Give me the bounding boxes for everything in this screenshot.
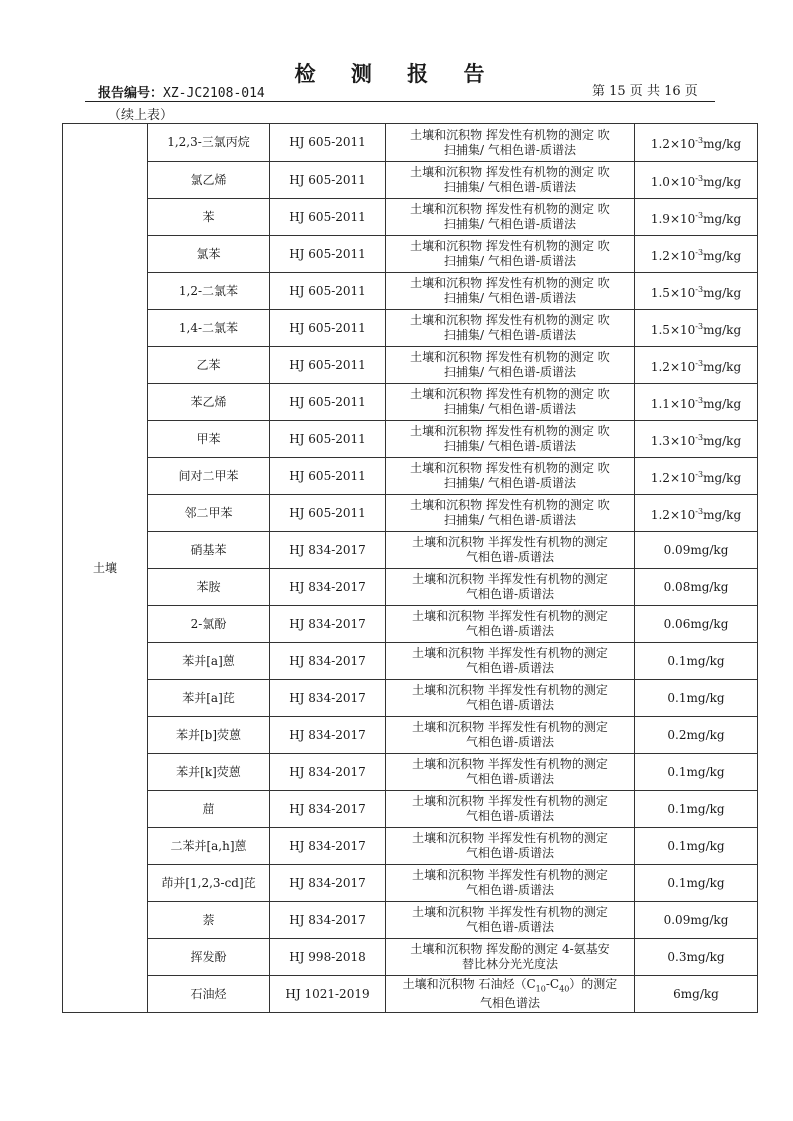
method-line-1: 土壤和沉积物 半挥发性有机物的测定 bbox=[412, 572, 608, 586]
standard-cell: HJ 605-2011 bbox=[270, 310, 386, 347]
method-cell bbox=[386, 643, 635, 680]
standard-cell: HJ 605-2011 bbox=[270, 124, 386, 162]
limit-unit: mg/kg bbox=[703, 285, 742, 300]
detection-limit-cell bbox=[635, 902, 758, 939]
method-line-1: 土壤和沉积物 挥发性有机物的测定 吹 bbox=[410, 461, 610, 475]
limit-unit: mg/kg bbox=[703, 322, 742, 337]
report-number-label: 报告编号： bbox=[98, 86, 164, 101]
results-table bbox=[62, 123, 758, 1013]
method-line-2: 气相色谱-质谱法 bbox=[465, 846, 555, 860]
standard-cell: HJ 834-2017 bbox=[270, 865, 386, 902]
table-row bbox=[63, 569, 758, 606]
limit-value: 0.1mg/kg bbox=[667, 653, 725, 668]
method-line-2: 扫捕集/ 气相色谱-质谱法 bbox=[444, 180, 576, 194]
method-line-2: 气相色谱-质谱法 bbox=[465, 587, 555, 601]
standard-cell: HJ 834-2017 bbox=[270, 680, 386, 717]
report-number bbox=[98, 82, 265, 101]
standard-cell: HJ 605-2011 bbox=[270, 273, 386, 310]
limit-exponent: -3 bbox=[695, 432, 704, 442]
method-line-2: 气相色谱-质谱法 bbox=[465, 883, 555, 897]
method-line-1: 土壤和沉积物 半挥发性有机物的测定 bbox=[412, 905, 608, 919]
detection-limit-cell bbox=[635, 939, 758, 976]
limit-exponent: -3 bbox=[695, 136, 704, 145]
limit-value: 1.5×10 bbox=[650, 285, 696, 300]
detection-limit-cell bbox=[635, 680, 758, 717]
detection-limit-cell bbox=[635, 865, 758, 902]
method-cell bbox=[386, 791, 635, 828]
method-line-1: 土壤和沉积物 半挥发性有机物的测定 bbox=[412, 868, 608, 882]
limit-value: 1.1×10 bbox=[650, 396, 696, 411]
method-cell bbox=[386, 199, 635, 236]
standard-cell: HJ 834-2017 bbox=[270, 717, 386, 754]
table-row bbox=[63, 902, 758, 939]
table-row bbox=[63, 939, 758, 976]
table-row bbox=[63, 976, 758, 1013]
detection-limit-cell bbox=[635, 236, 758, 273]
standard-cell: HJ 605-2011 bbox=[270, 199, 386, 236]
limit-value: 1.3×10 bbox=[650, 433, 696, 448]
analyte-cell: 1,2,3-三氯丙烷 bbox=[148, 124, 270, 162]
limit-value: 0.2mg/kg bbox=[667, 727, 725, 742]
analyte-cell: 氯乙烯 bbox=[148, 162, 270, 199]
limit-exponent: -3 bbox=[695, 247, 704, 257]
table-row bbox=[63, 347, 758, 384]
method-subscript: 40 bbox=[559, 984, 570, 994]
standard-cell: HJ 605-2011 bbox=[270, 384, 386, 421]
limit-value: 0.09mg/kg bbox=[663, 542, 729, 557]
method-line-1: 土壤和沉积物 挥发性有机物的测定 吹 bbox=[410, 350, 610, 364]
analyte-cell: 间对二甲苯 bbox=[148, 458, 270, 495]
table-row bbox=[63, 865, 758, 902]
method-line-1: 土壤和沉积物 半挥发性有机物的测定 bbox=[412, 720, 608, 734]
standard-cell: HJ 834-2017 bbox=[270, 569, 386, 606]
method-line-1: 土壤和沉积物 挥发性有机物的测定 吹 bbox=[410, 313, 610, 327]
detection-limit-cell bbox=[635, 421, 758, 458]
standard-cell: HJ 834-2017 bbox=[270, 902, 386, 939]
standard-cell: HJ 834-2017 bbox=[270, 791, 386, 828]
method-line-1: 土壤和沉积物 半挥发性有机物的测定 bbox=[412, 646, 608, 660]
limit-value: 1.9×10 bbox=[650, 211, 696, 226]
method-text: ）的测定 bbox=[569, 976, 618, 991]
method-line-2: 气相色谱-质谱法 bbox=[465, 735, 555, 749]
method-cell bbox=[386, 458, 635, 495]
limit-unit: mg/kg bbox=[703, 211, 742, 226]
limit-unit: mg/kg bbox=[703, 470, 742, 485]
standard-cell: HJ 1021-2019 bbox=[270, 976, 386, 1013]
method-line-2: 扫捕集/ 气相色谱-质谱法 bbox=[444, 142, 576, 157]
table-row bbox=[63, 791, 758, 828]
table-row bbox=[63, 643, 758, 680]
detection-limit-cell bbox=[635, 162, 758, 199]
method-cell bbox=[386, 606, 635, 643]
analyte-cell: 2-氯酚 bbox=[148, 606, 270, 643]
method-line-2: 扫捕集/ 气相色谱-质谱法 bbox=[444, 217, 576, 231]
page-info: 第 15 页 共 16 页 bbox=[592, 84, 698, 99]
report-title: 检 测 报 告 bbox=[294, 61, 499, 86]
method-line-1: 土壤和沉积物 挥发性有机物的测定 吹 bbox=[410, 424, 610, 438]
detection-limit-cell bbox=[635, 569, 758, 606]
method-cell bbox=[386, 236, 635, 273]
table-row bbox=[63, 717, 758, 754]
method-line-2: 扫捕集/ 气相色谱-质谱法 bbox=[444, 328, 576, 342]
detection-limit-cell bbox=[635, 310, 758, 347]
report-number-value: XZ-JC2108-014 bbox=[163, 86, 265, 101]
table-row bbox=[63, 680, 758, 717]
continued-note: （续上表） bbox=[108, 108, 174, 123]
standard-cell: HJ 834-2017 bbox=[270, 828, 386, 865]
analyte-cell: 1,4-二氯苯 bbox=[148, 310, 270, 347]
table-row bbox=[63, 828, 758, 865]
detection-limit-cell bbox=[635, 606, 758, 643]
limit-unit: mg/kg bbox=[703, 396, 742, 411]
standard-cell: HJ 834-2017 bbox=[270, 643, 386, 680]
detection-limit-cell bbox=[635, 791, 758, 828]
limit-value: 0.1mg/kg bbox=[667, 875, 725, 890]
detection-limit-cell bbox=[635, 273, 758, 310]
analyte-cell: 萘 bbox=[148, 902, 270, 939]
table-row bbox=[63, 606, 758, 643]
detection-limit-cell bbox=[635, 199, 758, 236]
method-text: 土壤和沉积物 石油烃（C bbox=[402, 976, 536, 991]
analyte-cell: 苯胺 bbox=[148, 569, 270, 606]
limit-value: 0.1mg/kg bbox=[667, 838, 725, 853]
method-line-1: 土壤和沉积物 挥发酚的测定 4-氨基安 bbox=[410, 942, 610, 956]
method-cell bbox=[386, 754, 635, 791]
method-cell bbox=[386, 532, 635, 569]
limit-value: 1.2×10 bbox=[650, 507, 696, 522]
analyte-cell: 茚并[1,2,3-cd]芘 bbox=[148, 865, 270, 902]
limit-unit: mg/kg bbox=[703, 507, 742, 522]
method-line-1: 土壤和沉积物 半挥发性有机物的测定 bbox=[412, 609, 608, 623]
limit-value: 1.2×10 bbox=[650, 248, 696, 263]
detection-limit-cell bbox=[635, 754, 758, 791]
method-line-1: 土壤和沉积物 半挥发性有机物的测定 bbox=[412, 535, 608, 549]
detection-limit-cell bbox=[635, 347, 758, 384]
limit-value: 1.2×10 bbox=[650, 470, 696, 485]
table-row bbox=[63, 495, 758, 532]
method-cell bbox=[386, 717, 635, 754]
method-line-2: 气相色谱-质谱法 bbox=[465, 920, 555, 934]
method-cell bbox=[386, 976, 635, 1013]
method-cell bbox=[386, 124, 635, 162]
standard-cell: HJ 605-2011 bbox=[270, 495, 386, 532]
method-line-2: 气相色谱-质谱法 bbox=[465, 809, 555, 823]
method-subscript: 10 bbox=[535, 984, 546, 994]
detection-limit-cell bbox=[635, 495, 758, 532]
limit-value: 0.1mg/kg bbox=[667, 690, 725, 705]
limit-exponent: -3 bbox=[695, 284, 704, 294]
analyte-cell: 氯苯 bbox=[148, 236, 270, 273]
method-line-2: 扫捕集/ 气相色谱-质谱法 bbox=[444, 402, 576, 416]
limit-exponent: -3 bbox=[695, 506, 704, 516]
analyte-cell: 二苯并[a,h]蒽 bbox=[148, 828, 270, 865]
limit-value: 0.08mg/kg bbox=[663, 579, 729, 594]
method-line-2: 扫捕集/ 气相色谱-质谱法 bbox=[444, 291, 576, 305]
method-line-2: 扫捕集/ 气相色谱-质谱法 bbox=[444, 476, 576, 490]
standard-cell: HJ 605-2011 bbox=[270, 162, 386, 199]
limit-value: 1.2×10 bbox=[650, 359, 696, 374]
method-line-2: 扫捕集/ 气相色谱-质谱法 bbox=[444, 254, 576, 268]
standard-cell: HJ 605-2011 bbox=[270, 347, 386, 384]
method-line-1: 土壤和沉积物 半挥发性有机物的测定 bbox=[412, 794, 608, 808]
method-line-2: 气相色谱-质谱法 bbox=[465, 698, 555, 712]
limit-value: 0.3mg/kg bbox=[667, 949, 725, 964]
table-row bbox=[63, 199, 758, 236]
method-cell bbox=[386, 902, 635, 939]
limit-value: 1.0×10 bbox=[650, 174, 696, 189]
detection-limit-cell bbox=[635, 828, 758, 865]
method-line-1: 土壤和沉积物 挥发性有机物的测定 吹 bbox=[410, 202, 610, 216]
table-row bbox=[63, 273, 758, 310]
method-cell bbox=[386, 569, 635, 606]
detection-limit-cell bbox=[635, 458, 758, 495]
analyte-cell: 苯并[k]荧蒽 bbox=[148, 754, 270, 791]
detection-limit-cell bbox=[635, 532, 758, 569]
table-row bbox=[63, 421, 758, 458]
limit-value: 0.1mg/kg bbox=[667, 764, 725, 779]
method-line-1: 土壤和沉积物 挥发性有机物的测定 吹 bbox=[410, 239, 610, 253]
method-line-1: 土壤和沉积物 半挥发性有机物的测定 bbox=[412, 831, 608, 845]
analyte-cell: 乙苯 bbox=[148, 347, 270, 384]
analyte-cell: 苯并[a]芘 bbox=[148, 680, 270, 717]
method-cell bbox=[386, 680, 635, 717]
method-line-1: 土壤和沉积物 挥发性有机物的测定 吹 bbox=[410, 276, 610, 290]
limit-value: 1.5×10 bbox=[650, 322, 696, 337]
limit-unit: mg/kg bbox=[703, 359, 742, 374]
table-row bbox=[63, 310, 758, 347]
detection-limit-cell bbox=[635, 717, 758, 754]
limit-value: 0.1mg/kg bbox=[667, 801, 725, 816]
method-line-2: 替比林分光光度法 bbox=[461, 957, 558, 971]
method-line-1: 土壤和沉积物 挥发性有机物的测定 吹 bbox=[410, 387, 610, 401]
standard-cell: HJ 605-2011 bbox=[270, 458, 386, 495]
method-cell bbox=[386, 347, 635, 384]
detection-limit-cell bbox=[635, 643, 758, 680]
analyte-cell: 石油烃 bbox=[148, 976, 270, 1013]
analyte-cell: 苯乙烯 bbox=[148, 384, 270, 421]
table-row bbox=[63, 458, 758, 495]
method-cell bbox=[386, 828, 635, 865]
table-row bbox=[63, 384, 758, 421]
limit-exponent: -3 bbox=[695, 173, 704, 183]
analyte-cell: 甲苯 bbox=[148, 421, 270, 458]
method-line-1: 土壤和沉积物 半挥发性有机物的测定 bbox=[412, 757, 608, 771]
method-line-2: 气相色谱-质谱法 bbox=[465, 772, 555, 786]
header-rule bbox=[85, 101, 715, 102]
method-cell bbox=[386, 310, 635, 347]
table-row bbox=[63, 754, 758, 791]
analyte-cell: 1,2-二氯苯 bbox=[148, 273, 270, 310]
limit-unit: mg/kg bbox=[703, 174, 742, 189]
method-cell bbox=[386, 162, 635, 199]
limit-unit: mg/kg bbox=[703, 248, 742, 263]
method-line-2: 气相色谱-质谱法 bbox=[465, 550, 555, 564]
method-line-2: 气相色谱法 bbox=[479, 996, 540, 1011]
method-cell bbox=[386, 939, 635, 976]
standard-cell: HJ 834-2017 bbox=[270, 532, 386, 569]
method-text: -C bbox=[545, 976, 560, 991]
method-cell bbox=[386, 421, 635, 458]
detection-limit-cell bbox=[635, 384, 758, 421]
method-line-1: 土壤和沉积物 半挥发性有机物的测定 bbox=[412, 683, 608, 697]
method-cell bbox=[386, 495, 635, 532]
analyte-cell: 苯并[b]荧蒽 bbox=[148, 717, 270, 754]
analyte-cell: 硝基苯 bbox=[148, 532, 270, 569]
standard-cell: HJ 605-2011 bbox=[270, 236, 386, 273]
method-cell bbox=[386, 865, 635, 902]
analyte-cell: 挥发酚 bbox=[148, 939, 270, 976]
method-line-1: 土壤和沉积物 挥发性有机物的测定 吹 bbox=[410, 165, 610, 179]
limit-exponent: -3 bbox=[695, 469, 704, 479]
analyte-cell: 苯 bbox=[148, 199, 270, 236]
table-row bbox=[63, 532, 758, 569]
limit-exponent: -3 bbox=[695, 395, 704, 405]
limit-unit: mg/kg bbox=[703, 137, 742, 151]
detection-limit-cell bbox=[635, 124, 758, 162]
analyte-cell: 苯并[a]蒽 bbox=[148, 643, 270, 680]
method-line-2: 扫捕集/ 气相色谱-质谱法 bbox=[444, 365, 576, 379]
method-line-2: 气相色谱-质谱法 bbox=[465, 661, 555, 675]
table-row bbox=[63, 124, 758, 162]
standard-cell: HJ 834-2017 bbox=[270, 754, 386, 791]
method-cell bbox=[386, 273, 635, 310]
limit-exponent: -3 bbox=[695, 358, 704, 368]
method-line-1 bbox=[388, 977, 632, 996]
analyte-cell: 邻二甲苯 bbox=[148, 495, 270, 532]
limit-value: 0.09mg/kg bbox=[663, 912, 729, 927]
method-line-1: 土壤和沉积物 挥发性有机物的测定 吹 bbox=[410, 498, 610, 512]
limit-exponent: -3 bbox=[695, 321, 704, 331]
method-line-2: 气相色谱-质谱法 bbox=[465, 624, 555, 638]
matrix-cell: 土壤 bbox=[63, 124, 148, 1013]
limit-value: 0.06mg/kg bbox=[663, 616, 729, 631]
detection-limit-cell bbox=[635, 976, 758, 1013]
method-line-2: 扫捕集/ 气相色谱-质谱法 bbox=[444, 439, 576, 453]
table-row bbox=[63, 236, 758, 273]
limit-value: 1.2×10 bbox=[650, 137, 696, 151]
limit-value: 6mg/kg bbox=[673, 986, 719, 1001]
table-row bbox=[63, 162, 758, 199]
method-cell bbox=[386, 384, 635, 421]
limit-exponent: -3 bbox=[695, 210, 704, 220]
standard-cell: HJ 998-2018 bbox=[270, 939, 386, 976]
analyte-cell: 䓛 bbox=[148, 791, 270, 828]
method-line-1: 土壤和沉积物 挥发性有机物的测定 吹 bbox=[410, 127, 610, 142]
limit-unit: mg/kg bbox=[703, 433, 742, 448]
method-line-2: 扫捕集/ 气相色谱-质谱法 bbox=[444, 513, 576, 527]
standard-cell: HJ 834-2017 bbox=[270, 606, 386, 643]
standard-cell: HJ 605-2011 bbox=[270, 421, 386, 458]
